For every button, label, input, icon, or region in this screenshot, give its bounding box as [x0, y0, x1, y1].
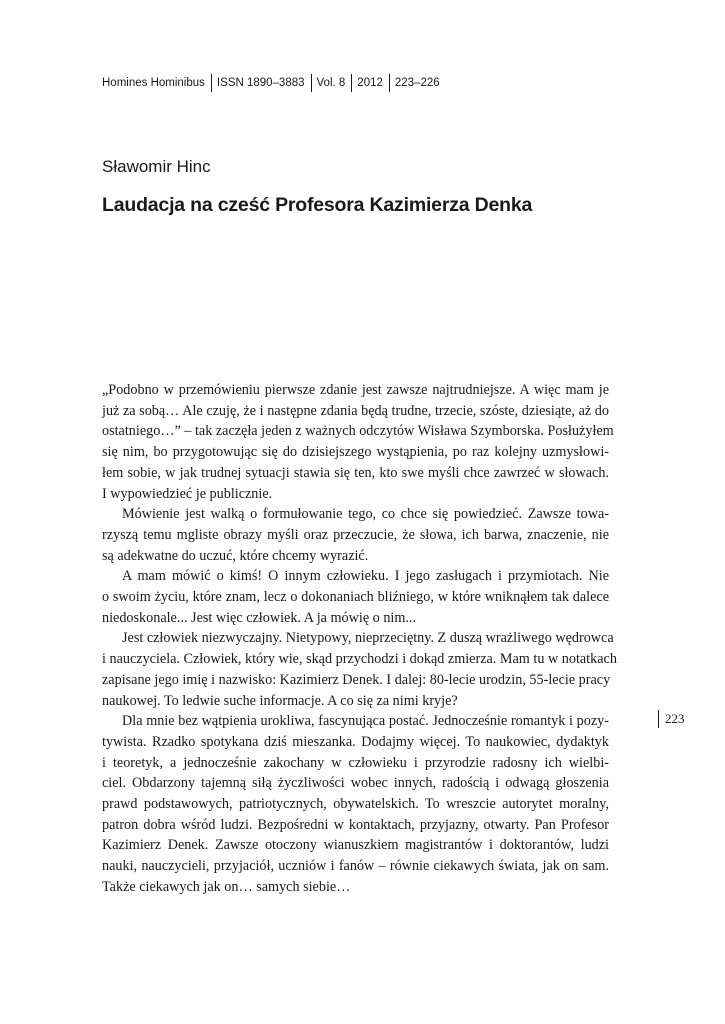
- text-line: A mam mówić o kimś! O innym człowieku. I jego zasługach i przymiotach. Nie: [122, 568, 609, 585]
- page-number-value: 223: [665, 711, 685, 726]
- page-number-rule: [658, 710, 659, 728]
- text-line: nauki, nauczycieli, przyjaciół, uczniów i fanów – równie ciekawych świata, jak on sam.: [102, 858, 609, 875]
- text-line: „Podobno w przemówieniu pierwsze zdanie jest zawsze najtrudniejsze. A więc mam je: [102, 382, 609, 398]
- text-line: się nim, bo przygotowując się do dzisiejszego wystąpienia, po raz kolejny uzmysłowi-: [102, 444, 609, 461]
- text-line: Także ciekawych jak on… samych siebie…: [102, 878, 351, 895]
- text-line: rzyszą temu mgliste obrazy myśli oraz przeczucie, że słowa, ich barwa, znaczenie, nie: [102, 526, 609, 543]
- text-line: Mówienie jest walką o formułowanie tego, co chce się powiedzieć. Zawsze towa-: [122, 506, 609, 523]
- text-line: są adekwatne do uczuć, które chcemy wyrazić.: [102, 547, 369, 564]
- text-line: łem sobie, w jak trudnej sytuacji stawia się ten, kto swe myśli chce zawrzeć w słowach.: [102, 464, 609, 481]
- header-separator: [211, 74, 212, 92]
- header-separator: [389, 74, 390, 92]
- paragraph: [102, 628, 617, 711]
- text-line: Jest człowiek niezwyczajny. Nietypowy, nieprzeciętny. Z duszą wrażliwego wędrowca: [122, 630, 614, 647]
- article-author: Sławomir Hinc: [102, 157, 211, 176]
- volume: Vol. 8: [316, 77, 346, 89]
- text-line: i nauczyciela. Człowiek, który wie, skąd przychodzi i dokąd zmierza. Mam tu w notatkach: [102, 651, 617, 668]
- text-line: Kazimierz Denek. Zawsze otoczony wianuszkiem magistrantów i doktorantów, ludzi: [102, 837, 609, 854]
- text-line: o swoim życiu, które znam, lecz o dokonaniach bliźniego, w które wniknąłem tak dalece: [102, 589, 609, 606]
- article-body: [102, 380, 617, 898]
- text-line: patron dobra wśród ludzi. Bezpośredni w kontaktach, przyjazny, otwarty. Pan Profesor: [102, 816, 609, 833]
- article-title: Laudacja na cześć Profesora Kazimierza Denka: [102, 194, 533, 216]
- text-line: ciel. Obdarzony tajemną siłą życzliwości wobec innych, radością i odwagą głoszenia: [102, 775, 609, 792]
- text-line: I wypowiedzieć je publicznie.: [102, 485, 273, 502]
- text-line: i teoretyk, a jednocześnie zakochany w człowieku i przyrodzie radosny ich wielbi-: [102, 754, 609, 771]
- text-line: prawd podstawowych, patriotycznych, obywatelskich. To wreszcie autorytet moralny,: [102, 796, 609, 813]
- header-separator: [351, 74, 352, 92]
- text-line: zapisane jego imię i nazwisko: Kazimierz Denek. I dalej: 80-lecie urodzin, 55-lecie pracy: [102, 671, 611, 688]
- text-line: niedoskonale... Jest więc człowiek. A ja mówię o nim...: [102, 609, 417, 626]
- paragraph: [102, 380, 614, 504]
- text-line: już za sobą… Ale czuję, że i następne zdania będą trudne, trzecie, szóste, dziesiąte, aż do: [102, 402, 609, 419]
- header-separator: [311, 74, 312, 92]
- text-line: naukowej. To ledwie suche informacje. A co się za nimi kryje?: [102, 692, 458, 709]
- paragraph: [102, 504, 609, 566]
- year: 2012: [357, 77, 383, 89]
- running-header: [102, 74, 440, 92]
- issn: ISSN 1890–3883: [216, 77, 305, 89]
- journal-name: Homines Hominibus: [102, 77, 205, 89]
- page-range: 223–226: [394, 77, 440, 89]
- paragraph: [102, 566, 609, 628]
- paragraph: [102, 711, 609, 897]
- page-number: [658, 710, 685, 728]
- text-line: ostatniego…” – tak zaczęła jeden z ważnych odczytów Wisława Szymborska. Posłużyłem: [102, 423, 614, 440]
- text-line: Dla mnie bez wątpienia urokliwa, fascynująca postać. Jednocześnie romantyk i pozy-: [122, 713, 609, 730]
- text-line: tywista. Rzadko spotykana dziś mieszanka. Dodajmy więcej. To naukowiec, dydaktyk: [102, 733, 609, 750]
